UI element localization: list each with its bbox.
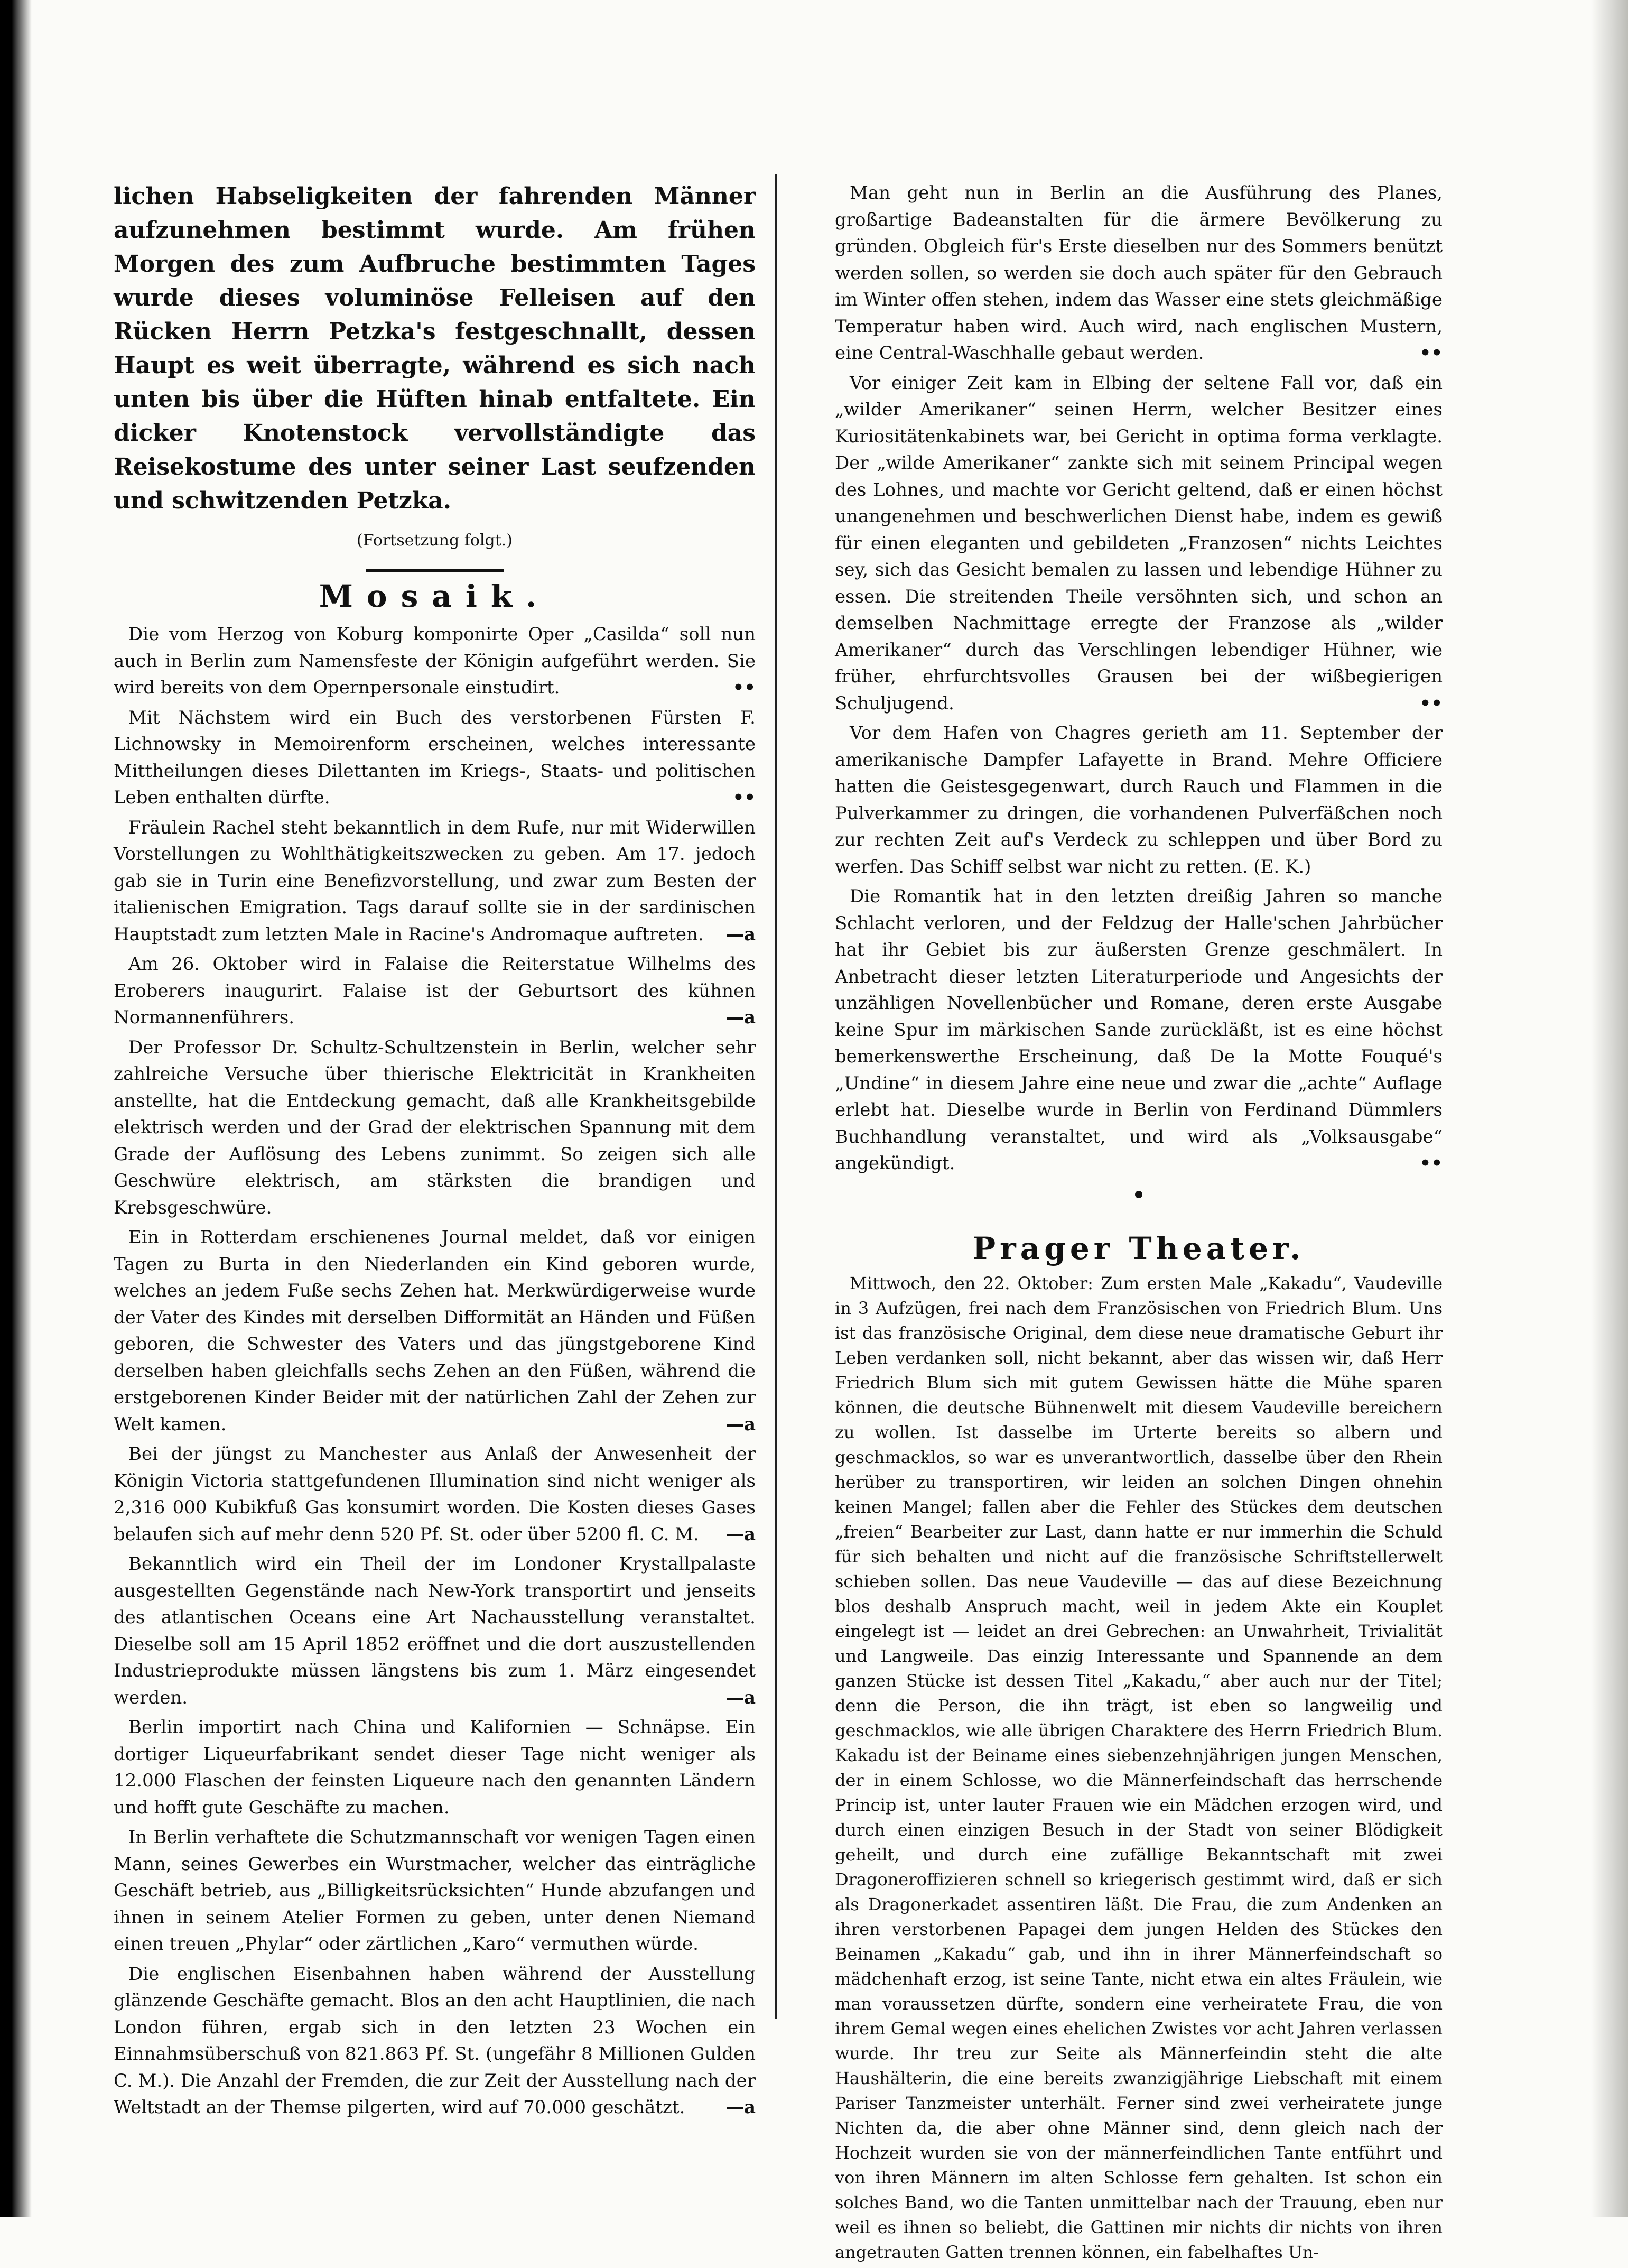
binding-edge [0,0,32,2217]
mosaik-item: Bekanntlich wird ein Theil der im Londoner Krystallpalaste ausgestellten Gegenstände nach New-York transportirt und jenseits des atlantischen Oceans eine Art Nachausstellung veranstaltet. Dieselbe soll am 15 April 1852 eröffnet und die dort auszustellenden Industrieprodukte müssen längstens bis zum 1. März eingesendet werden. —a [114,1553,756,1708]
mosaik-item: Ein in Rotterdam erschienenes Journal meldet, daß vor einigen Tagen zu Burta in den Niederlanden ein Kind geboren wurde, welches an jedem Fuße sechs Zehen hat. Merkwürdigerweise wurde der Vater des Kindes mit derselben Difformität an Händen und Füßen geboren, die Schwester des Vaters und das jüngstgeborene Kind derselben haben gleichfalls sechs Zehen an den Füßen, während die erstgeborenen Kinder Beider mit der natürlichen Zahl der Zehen zur Welt kamen. —a [114,1227,756,1435]
page-edge [1591,0,1628,2217]
section-divider [366,569,504,572]
mosaik-item: Die Romantik hat in den letzten dreißig Jahren so manche Schlacht verloren, und der Feldzug der Halle'schen Jahrbücher hat ihr Gebiet bis zur äußersten Grenze geschmälert. In Anbetracht dieser letzten Literaturperiode und Angesichts der unzähligen Novellenbücher und Romane, deren erste Ausgabe keine Spur im märkischen Sande zurückläßt, ist es eine höchst bemerkenswerthe Erscheinung, daß De la Motte Fouqué's „Undine“ in diesem Jahre eine neue und zwar die „achte“ Auflage erlebt hat. Dieselbe wurde in Berlin von Ferdinand Dümmlers Buchhandlung veranstaltet, und wird als „Volksausgabe“ angekündigt. •• [835,886,1443,1174]
mosaik-item: Fräulein Rachel steht bekanntlich in dem Rufe, nur mit Widerwillen Vorstellungen zu Wohlthätigkeitszwecken zu geben. Am 17. jedoch gab sie in Turin eine Benefizvorstellung, und zwar zum Besten der italienischen Emigration. Tags darauf sollte sie in der sardinischen Hauptstadt zum letzten Male in Racine's Andromaque auftreten. —a [114,817,756,945]
continuation-note: (Fortsetzung folgt.) [357,531,513,550]
mosaik-item: In Berlin verhaftete die Schutzmannschaft vor wenigen Tagen einen Mann, seines Gewerbes ein Wurstmacher, welcher das einträgliche Geschäft betrieb, aus „Billigkeitsrücksichten“ Hunde abzufangen und ihnen in seinem Atelier Formen zu geben, unter denen Niemand einen treuen „Phylar“ oder zärtlichen „Karo“ vermuthen würde. [114,1827,756,1955]
mosaik-item: Der Professor Dr. Schultz-Schultzenstein in Berlin, welcher sehr zahlreiche Versuche über thierische Elektricität in Krankheiten anstellte, hat die Entdeckung gemacht, daß alle Krankheitsgebilde elektrisch werden und der Grad der elektrischen Spannung mit dem Grade der Auflösung des Lebens zunimmt. So zeigen sich alle Geschwüre elektrisch, am stärksten die brandigen und Krebsgeschwüre. [114,1036,756,1218]
mosaik-item: Am 26. Oktober wird in Falaise die Reiterstatue Wilhelms des Eroberers inaugurirt. Falaise ist der Geburtsort des kühnen Normannenführers. —a [114,954,756,1028]
mosaik-item: Berlin importirt nach China und Kalifornien — Schnäpse. Ein dortiger Liqueurfabrikant sendet dieser Tage nicht weniger als 12.000 Flaschen der feinsten Liqueure nach den genannten Ländern und hofft gute Geschäfte zu machen. [114,1717,756,1818]
mosaik-item: Man geht nun in Berlin an die Ausführung des Planes, großartige Badeanstalten für die ärmere Bevölkerung zu gründen. Obgleich für's Erste dieselben nur des Sommers benützt werden sollen, so werden sie doch auch später für den Gebrauch im Winter offen stehen, indem das Wasser eine stets gleichmäßige Temperatur haben wird. Auch wird, nach englischen Mustern, eine Central-Waschhalle gebaut werden. •• [835,182,1443,364]
mosaik-item: Die englischen Eisenbahnen haben während der Ausstellung glänzende Geschäfte gemacht. Blos an den acht Hauptlinien, die nach London führen, ergab sich in den letzten 23 Wochen ein Einnahmsüberschuß von 821.863 Pf. St. (ungefähr 8 Millionen Gulden C. M.). Die Anzahl der Fremden, die zur Zeit der Ausstellung nach der Weltstadt an der Themse pilgerten, wird auf 70.000 geschätzt. —a [114,1963,756,2118]
mosaik-item: Die vom Herzog von Koburg komponirte Oper „Casilda“ soll nun auch in Berlin zum Namensfeste der Königin aufgeführt werden. Sie wird bereits von dem Opernpersonale einstudirt. •• [114,624,756,698]
right-column [835,180,1443,2268]
left-column [114,180,756,2124]
mosaik-item: Vor einiger Zeit kam in Elbing der seltene Fall vor, daß ein „wilder Amerikaner“ seinen Herrn, welcher Besitzer eines Kuriositätenkabinets war, bei Gericht in optima forma verklagte. Der „wilde Amerikaner“ zankte sich mit seinem Principal wegen des Lohnes, und machte vor Gericht geltend, daß er einen höchst unangenehmen und beschwerlichen Dienst habe, indem es gewiß für einen eleganten und gebildeten „Franzosen“ nichts Leichtes sey, sich das Gesicht bemalen zu lassen und lebendige Hühner zu essen. Die streitenden Theile versöhnten sich, und schon an demselben Nachmittage erregte der Franzose als „wilder Amerikaner“ durch das Verschlingen lebendiger Hühner, wie früher, ehrfurchtsvolles Grausen bei der wißbegierigen Schuljugend. •• [835,372,1443,714]
theater-review: Mittwoch, den 22. Oktober: Zum ersten Male „Kakadu“, Vaudeville in 3 Aufzügen, frei nach dem Französischen von Friedrich Blum. Uns ist das französische Original, dem diese neue dramatische Geburt ihr Leben verdanken soll, nicht bekannt, aber das wissen wir, daß Herr Friedrich Blum sich mit gutem Gewissen hätte die Mühe sparen können, die deutsche Bühnenwelt mit diesem Vaudeville bereichern zu wollen. Ist dasselbe im Urterte bereits so albern und geschmacklos, so war es unverantwortlich, dasselbe über den Rhein herüber zu transportiren, wir leiden an solchen Dingen ohnehin keinen Mangel; fallen aber die Fehler des Stückes dem deutschen „freien“ Bearbeiter zur Last, dann hatte er nur immerhin die Schuld für sich behalten und nicht auf die französische Schriftstellerwelt schieben sollen. Das neue Vaudeville — das auf diese Bezeichnung blos deshalb Anspruch macht, weil in jedem Akte ein Kouplet eingelegt ist — leidet an drei Gebrechen: an Unwahrheit, Trivialität und Langweile. Das einzig Interessante und Spannende an dem ganzen Stücke ist dessen Titel „Kakadu,“ aber auch nur der Titel; denn die Person, die ihn trägt, ist eben so langweilig und geschmacklos, wie alle übrigen Charaktere des Herrn Friedrich Blum. Kakadu ist der Beiname eines siebenzehnjährigen jungen Menschen, der in einem Schlosse, wo die Männerfeindschaft das herrschende Princip ist, unter lauter Frauen wie ein Mädchen erzogen wird, und durch einen einzigen Besuch in der Stadt von seiner Blödigkeit geheilt, und durch eine zufällige Bekanntschaft mit zwei Dragoneroffizieren schnell so kriegerisch gestimmt wird, daß er sich als Dragonerkadet assentiren läßt. Die Frau, die zum Andenken an ihren verstorbenen Papagei dem jungen Helden des Stückes den Beinamen „Kakadu“ gab, und ihn in ihrer Männerfeindschaft so mädchenhaft erzog, ist seine Tante, nicht etwa ein altes Fräulein, wie man voraussetzen dürfte, sondern eine verheiratete Frau, die von ihrem Gemal wegen eines ehelichen Zwistes vor acht Jahren verlassen wurde. Ihr treu zur Seite als Männerfeindin steht die alte Haushälterin, die eine bereits zwanzigjährige Liebschaft mit einem Pariser Tanzmeister unterhält. Ferner sind zwei verheiratete junge Nichten da, die aber ohne Männer sind, denn gleich nach der Hochzeit wurden sie von der männerfeindlichen Tante entführt und von ihren Männern im alten Schlosse fern gehalten. Ist schon ein solches Band, wo die Tanten unmittelbar nach der Trauung, eben nur weil es ihnen so beliebt, die Gattinen mir nichts dir nichts von ihren angetrauten Gatten trennen können, ein fabelhaftes Un- [835,1273,1443,2262]
mosaik-item: Mit Nächstem wird ein Buch des verstorbenen Fürsten F. Lichnowsky in Memoirenform erscheinen, welches interessante Mittheilungen dieses Dilettanten im Kriegs-, Staats- und politischen Leben enthalten dürfte. •• [114,707,756,808]
mosaik-item: Bei der jüngst zu Manchester aus Anlaß der Anwesenheit der Königin Victoria stattgefundenen Illumination sind nicht weniger als 2,316 000 Kubikfuß Gas konsumirt worden. Die Kosten dieses Gases belaufen sich auf mehr denn 520 Pf. St. oder über 5200 fl. C. M. —a [114,1443,756,1545]
story-continuation: lichen Habseligkeiten der fahrenden Männer aufzunehmen bestimmt wurde. Am frühen Morgen des zum Aufbruche bestimmten Tages wurde dieses voluminöse Felleisen auf den Rücken Herrn Petzka's festgeschnallt, dessen Haupt es weit überragte, während es sich nach unten bis über die Hüften hinab entfaltete. Ein dicker Knotenstock vervollständigte das Reisekostume des unter seiner Last seufzenden und schwitzenden Petzka. [114,183,756,514]
mosaik-title: Mosaik. [319,578,551,614]
column-rule [775,174,777,2019]
theater-title: Prager Theater. [972,1230,1305,1266]
ornament-dot [1135,1191,1142,1198]
mosaik-item: Vor dem Hafen von Chagres gerieth am 11. September der amerikanische Dampfer Lafayette in Brand. Mehre Officiere hatten die Geistesgegenwart, durch Rauch und Flammen in die Pulverkammer zu dringen, die vorhandenen Pulverfäßchen noch zur rechten Zeit auf's Verdeck zu schleppen und über Bord zu werfen. Das Schiff selbst war nicht zu retten. (E. K.) [835,723,1443,877]
